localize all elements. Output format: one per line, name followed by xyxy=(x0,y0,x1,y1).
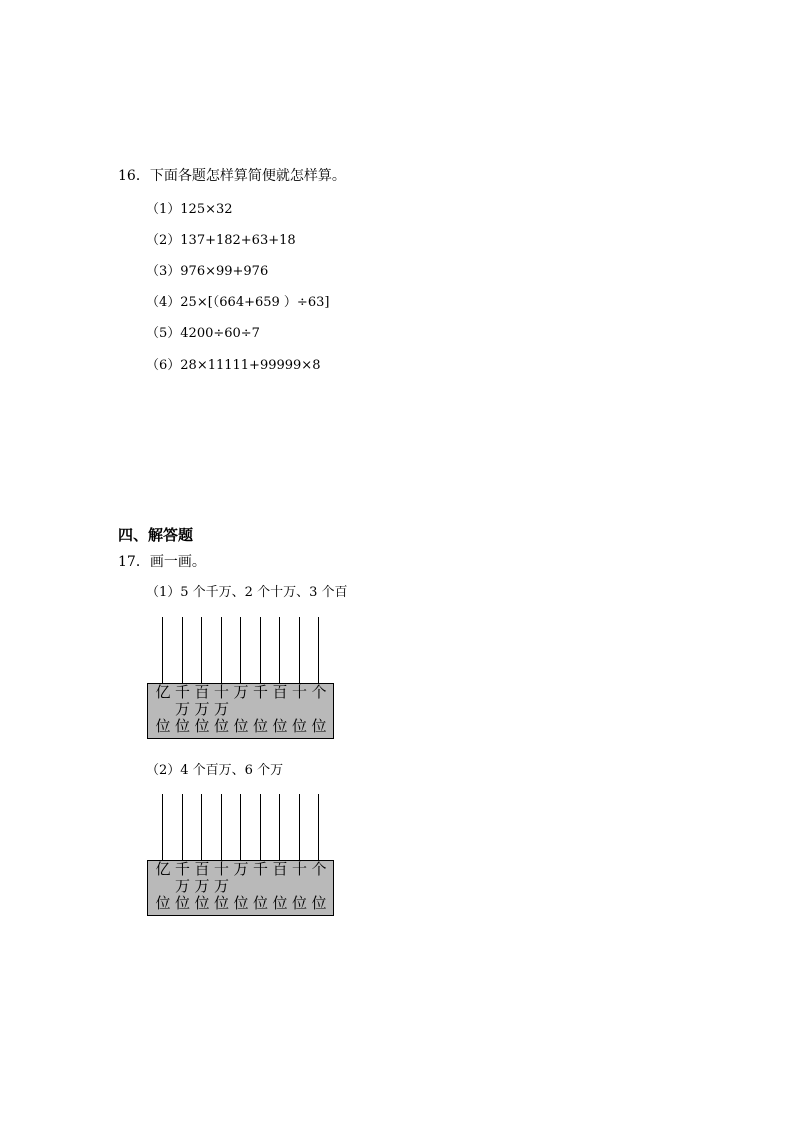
place-value-char: 位 xyxy=(233,894,249,912)
place-value-char xyxy=(289,878,310,895)
abacus-rod xyxy=(201,794,202,860)
place-value-char: 位 xyxy=(311,894,327,912)
abacus-rod xyxy=(260,617,261,683)
place-value-label xyxy=(289,684,310,738)
place-value-char: 千 xyxy=(252,860,268,878)
section-4-title: 四、解答题 xyxy=(118,526,194,544)
place-value-char xyxy=(289,701,310,718)
place-value-char: 十 xyxy=(291,683,307,701)
place-value-char: 十 xyxy=(291,860,307,878)
place-value-label xyxy=(192,684,213,738)
place-value-label xyxy=(289,861,310,915)
abacus-rod xyxy=(260,794,261,860)
question-16-item-5: （5）4200÷60÷7 xyxy=(146,326,260,341)
abacus-rod xyxy=(221,794,222,860)
place-value-char xyxy=(270,878,291,895)
place-value-char: 位 xyxy=(174,894,190,912)
question-17-part-2-label: （2）4 个百万、6 个万 xyxy=(146,763,284,778)
abacus-rod xyxy=(279,794,280,860)
place-value-char: 百 xyxy=(272,860,288,878)
place-value-char: 位 xyxy=(272,717,288,735)
place-value-char: 千 xyxy=(174,860,190,878)
place-value-char: 位 xyxy=(291,894,307,912)
place-value-char: 万 xyxy=(213,877,229,895)
place-value-char: 万 xyxy=(174,700,190,718)
place-value-char: 个 xyxy=(311,860,327,878)
place-value-char: 亿 xyxy=(155,683,171,701)
place-value-label xyxy=(270,684,291,738)
place-value-char: 个 xyxy=(311,683,327,701)
abacus-diagram-2 xyxy=(147,794,334,918)
place-value-char: 位 xyxy=(213,894,229,912)
place-value-char: 万 xyxy=(174,877,190,895)
place-value-char: 位 xyxy=(174,717,190,735)
question-16-item-3: （3）976×99+976 xyxy=(146,264,269,279)
question-17-part-1-label: （1）5 个千万、2 个十万、3 个百 xyxy=(146,585,348,600)
abacus-rod xyxy=(240,794,241,860)
place-value-label xyxy=(153,861,174,915)
abacus-rod xyxy=(279,617,280,683)
place-value-label xyxy=(270,861,291,915)
place-value-label xyxy=(172,684,193,738)
place-value-label xyxy=(231,684,252,738)
place-value-char: 位 xyxy=(291,717,307,735)
place-value-char xyxy=(250,878,271,895)
place-value-label xyxy=(211,684,232,738)
place-value-char xyxy=(250,701,271,718)
place-value-label xyxy=(309,684,330,738)
place-value-char: 位 xyxy=(252,894,268,912)
question-17-title: 17．画一画。 xyxy=(118,554,206,570)
abacus-rod xyxy=(240,617,241,683)
place-value-char: 万 xyxy=(194,700,210,718)
abacus-rod xyxy=(299,794,300,860)
place-value-char: 位 xyxy=(233,717,249,735)
place-value-char: 位 xyxy=(272,894,288,912)
question-16-item-1: （1）125×32 xyxy=(146,202,233,217)
place-value-char: 位 xyxy=(194,717,210,735)
place-value-char: 位 xyxy=(252,717,268,735)
abacus-rod xyxy=(221,617,222,683)
place-value-label xyxy=(211,861,232,915)
place-value-label xyxy=(172,861,193,915)
place-value-char: 千 xyxy=(174,683,190,701)
abacus-rod xyxy=(318,617,319,683)
place-value-char: 万 xyxy=(233,683,249,701)
place-value-char: 位 xyxy=(311,717,327,735)
place-value-label xyxy=(250,861,271,915)
place-value-label xyxy=(250,684,271,738)
place-value-char: 位 xyxy=(155,717,171,735)
place-value-char: 位 xyxy=(155,894,171,912)
place-value-char xyxy=(231,878,252,895)
abacus-rod xyxy=(162,794,163,860)
place-value-char: 百 xyxy=(194,860,210,878)
abacus-rod xyxy=(299,617,300,683)
place-value-char: 位 xyxy=(213,717,229,735)
place-value-label xyxy=(309,861,330,915)
place-value-char: 十 xyxy=(213,683,229,701)
place-value-char xyxy=(309,878,330,895)
place-value-char: 万 xyxy=(233,860,249,878)
place-value-char: 百 xyxy=(194,683,210,701)
place-value-char xyxy=(309,701,330,718)
place-value-char: 百 xyxy=(272,683,288,701)
abacus-rod xyxy=(162,617,163,683)
place-value-label xyxy=(231,861,252,915)
question-16-item-2: （2）137+182+63+18 xyxy=(146,233,296,248)
place-value-char xyxy=(270,701,291,718)
place-value-char xyxy=(153,701,174,718)
place-value-char xyxy=(231,701,252,718)
place-value-char xyxy=(153,878,174,895)
abacus-rod xyxy=(182,617,183,683)
place-value-char: 万 xyxy=(213,700,229,718)
abacus-rod xyxy=(318,794,319,860)
abacus-diagram-1 xyxy=(147,617,334,741)
place-value-char: 位 xyxy=(194,894,210,912)
place-value-label xyxy=(153,684,174,738)
place-value-char: 千 xyxy=(252,683,268,701)
abacus-place-value-base xyxy=(147,683,334,739)
place-value-label xyxy=(192,861,213,915)
abacus-rod xyxy=(201,617,202,683)
place-value-char: 万 xyxy=(194,877,210,895)
place-value-char: 亿 xyxy=(155,860,171,878)
abacus-place-value-base xyxy=(147,860,334,916)
question-16-item-4: （4）25×[（664+659 ）÷63] xyxy=(146,295,330,310)
question-16-item-6: （6）28×11111+99999×8 xyxy=(146,358,321,373)
question-16-title: 16．下面各题怎样算简便就怎样算。 xyxy=(118,168,346,184)
abacus-rod xyxy=(182,794,183,860)
place-value-char: 十 xyxy=(213,860,229,878)
